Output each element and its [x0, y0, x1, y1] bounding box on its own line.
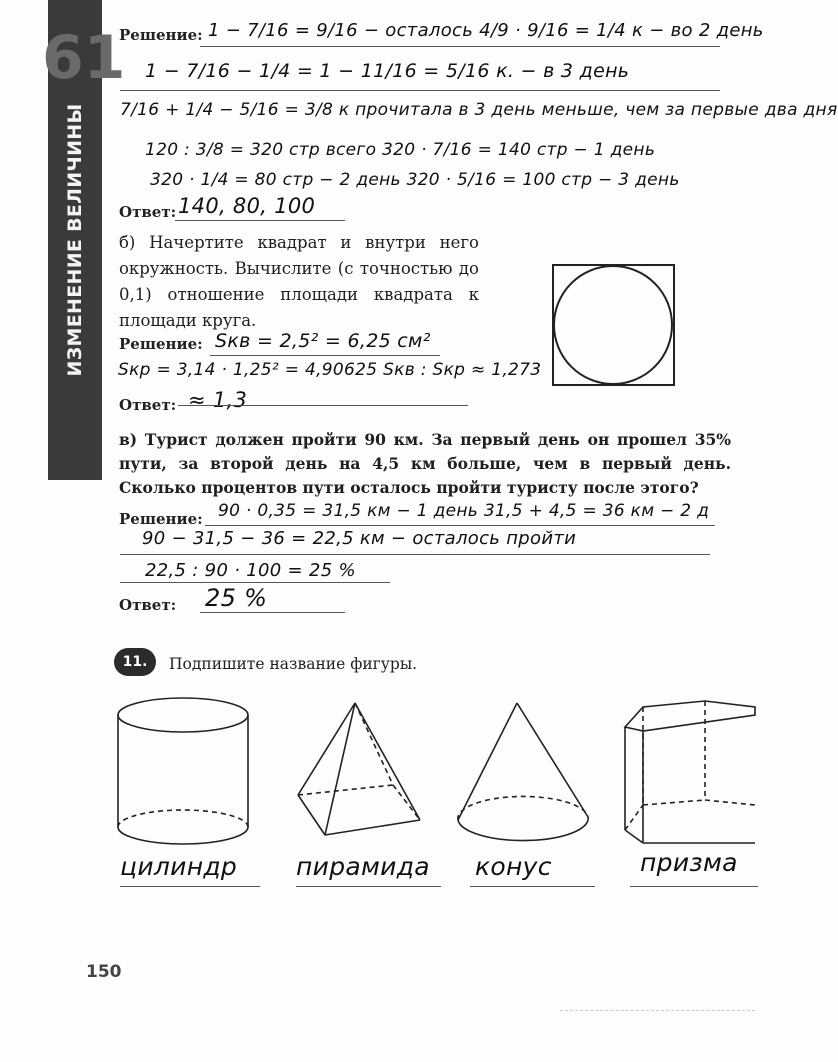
answer-a-underline — [175, 220, 345, 221]
answer-b: ≈ 1,3 — [188, 388, 248, 412]
solution-c-underline-3 — [120, 582, 390, 583]
circle-shape — [554, 266, 672, 384]
figure-underline-2 — [296, 886, 441, 887]
solution-a-underline-2 — [120, 90, 720, 91]
figure-underline-3 — [470, 886, 595, 887]
solution-c-underline-2 — [120, 554, 710, 555]
solution-a-line-4: 120 : 3/8 = 320 стр всего 320 · 7/16 = 140 стр − 1 день — [145, 140, 656, 160]
answer-b-underline — [178, 405, 468, 406]
answer-label-b: Ответ: — [119, 396, 177, 414]
solution-label-a: Решение: — [119, 26, 203, 44]
figure-name-cone: конус — [475, 852, 552, 881]
task-number-badge: 11. — [114, 648, 156, 676]
solution-a-line-2: 1 − 7/16 − 1/4 = 1 − 11/16 = 5/16 к. − в 3 день — [145, 60, 630, 82]
answer-label-c: Ответ: — [119, 596, 177, 614]
solution-b-line-1: Sкв = 2,5² = 6,25 см² — [215, 330, 431, 352]
solution-a-line-1: 1 − 7/16 = 9/16 − осталось 4/9 · 9/16 = 1/4 к − во 2 день — [208, 20, 764, 41]
problem-b-text: б) Начертите квадрат и внутри него окружность. Вычислите (с точностью до 0,1) отношение площади квадрата к площади круга. — [119, 233, 479, 330]
solution-b-line-2: Sкр = 3,14 · 1,25² = 4,90625 Sкв : Sкр ≈ 1,273 — [118, 360, 542, 380]
solution-b-underline-1 — [210, 355, 440, 356]
figure-name-pyramid: пирамида — [296, 852, 430, 881]
solution-a-underline-1 — [200, 46, 720, 47]
prism-figure — [625, 701, 755, 843]
problem-c-text: в) Турист должен пройти 90 км. За первый день он прошел 35% пути, за второй день на 4,5 км больше, чем в первый день. Сколько процентов пути осталось пройти туристу после этого? — [119, 430, 731, 497]
answer-c-underline — [200, 612, 345, 613]
figures-drawings — [115, 695, 755, 860]
answer-label-a: Ответ: — [119, 203, 177, 221]
square-with-circle-drawing — [550, 262, 678, 388]
cylinder-figure — [118, 698, 248, 844]
solution-a-line-5: 320 · 1/4 = 80 стр − 2 день 320 · 5/16 = 100 стр − 3 день — [150, 170, 680, 190]
figure-underline-1 — [120, 886, 260, 887]
solution-c-line-3: 22,5 : 90 · 100 = 25 % — [145, 560, 356, 581]
cone-figure — [458, 703, 588, 841]
task-11-instruction: Подпишите название фигуры. — [169, 655, 418, 673]
solution-label-c: Решение: — [119, 510, 203, 528]
chapter-number: 61 — [42, 23, 126, 93]
pyramid-figure — [298, 703, 420, 835]
solution-c-line-2: 90 − 31,5 − 36 = 22,5 км − осталось пройти — [142, 528, 577, 549]
answer-a: 140, 80, 100 — [178, 194, 316, 218]
figure-name-cylinder: цилиндр — [120, 852, 238, 881]
solution-c-line-1: 90 · 0,35 = 31,5 км − 1 день 31,5 + 4,5 = 36 км − 2 д — [218, 501, 710, 521]
figure-underline-4 — [630, 886, 758, 887]
chapter-title: ИЗМЕНЕНИЕ ВЕЛИЧИНЫ — [64, 103, 86, 377]
solution-a-line-3: 7/16 + 1/4 − 5/16 = 3/8 к прочитала в 3 день меньше, чем за первые два дня — [120, 100, 838, 120]
chapter-side-tab — [42, 0, 126, 480]
page-number: 150 — [86, 962, 122, 982]
faint-rule — [560, 1010, 755, 1011]
solution-c-underline-1 — [205, 525, 715, 526]
figure-name-prism: призма — [640, 848, 738, 877]
solution-label-b: Решение: — [119, 335, 203, 353]
answer-c: 25 % — [205, 584, 268, 612]
